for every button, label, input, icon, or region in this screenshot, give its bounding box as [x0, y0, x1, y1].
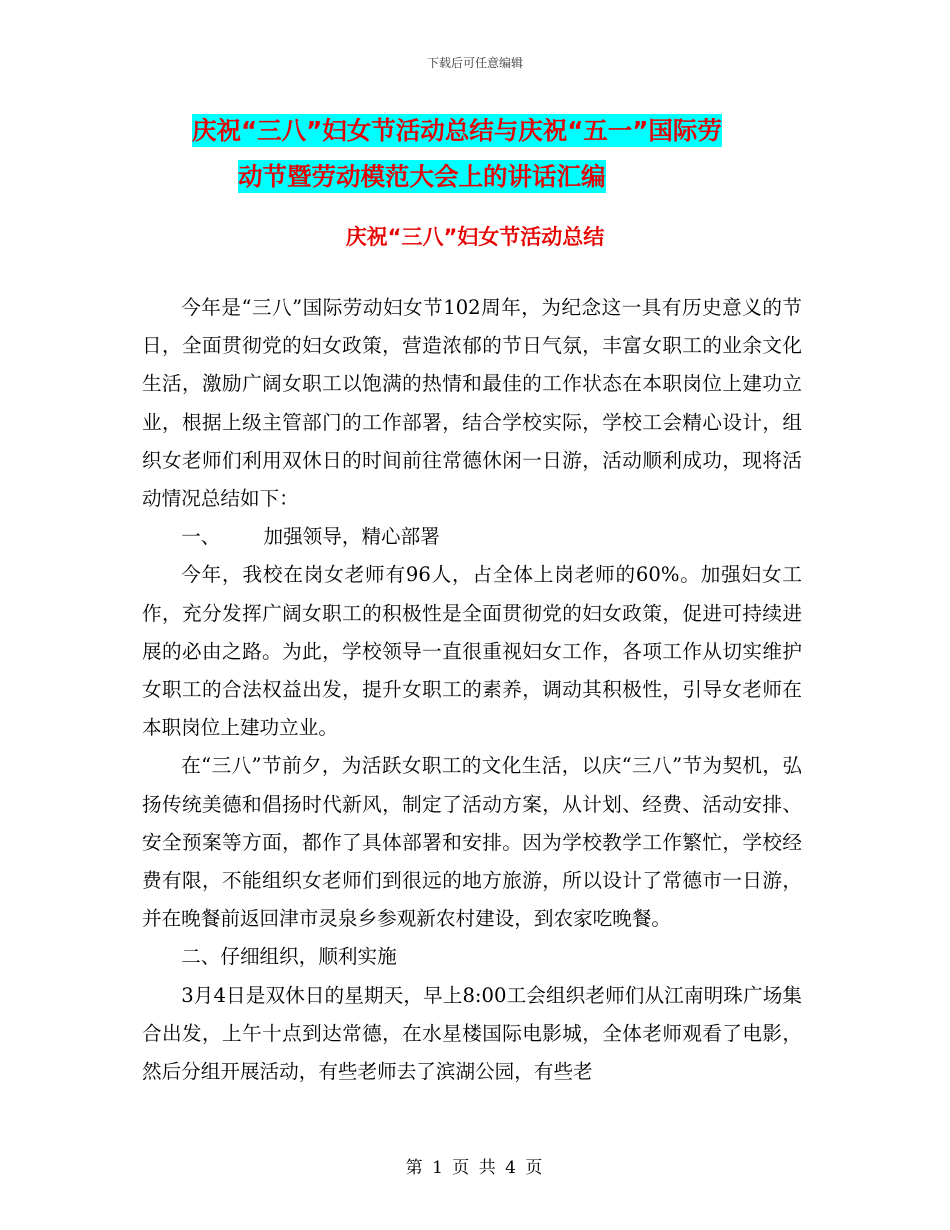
paragraph-intro: 今年是“三八”国际劳动妇女节102周年，为纪念这一具有历史意义的节日，全面贯彻党的妇女政策，营造浓郁的节日气氛，丰富女职工的业余文化生活，激励广阔女职工以饱满的热情和最佳的工作状态在本职岗位上建功立业，根据上级主管部门的工作部署，结合学校实际，学校工会精心设计，组织女老师们利用双休日的时间前往常德休闲一日游，活动顺利成功，现将活动情况总结如下： — [142, 296, 802, 511]
heading-section-1-number: 一、 — [181, 525, 221, 549]
page-header-note: 下载后可任意编辑 — [426, 56, 523, 70]
document-title-line-1: 庆祝“三八”妇女节活动总结与庆祝“五一”国际劳 — [192, 116, 722, 145]
paragraph-planning: 在“三八”节前夕，为活跃女职工的文化生活，以庆“三八”节为契机，弘扬传统美德和倡扬时代新风，制定了活动方案，从计划、经费、活动安排、安全预案等方面，都作了具体部署和安排。因为学校教学工作繁忙，学校经费有限，不能组织女老师们到很远的地方旅游，所以设计了常德市一日游，并在晚餐前返回津市灵泉乡参观新农村建设，到农家吃晚餐。 — [142, 754, 802, 931]
paragraph-implementation: 3月4日是双休日的星期天，早上8:00工会组织老师们从江南明珠广场集合出发，上午十点到达常德，在水星楼国际电影城，全体老师观看了电影，然后分组开展活动，有些老师去了滨湖公园，有些老 — [142, 983, 802, 1084]
document-title — [140, 108, 830, 200]
document-body — [142, 289, 802, 1091]
document-title-line-2: 动节暨劳动模范大会上的讲话汇编 — [238, 162, 606, 191]
heading-section-1-text: 加强领导，精心部署 — [263, 525, 440, 549]
heading-section-1 — [142, 518, 802, 556]
paragraph-staff: 今年，我校在岗女老师有96人，占全体上岗老师的60%。加强妇女工作，充分发挥广阔女职工的积极性是全面贯彻党的妇女政策，促进可持续进展的必由之路。为此，学校领导一直很重视妇女工作，各项工作从切实维护女职工的合法权益出发，提升女职工的素养，调动其积极性，引导女老师在本职岗位上建功立业。 — [142, 563, 802, 740]
section-title: 庆祝“三八”妇女节活动总结 — [345, 225, 605, 249]
page-number-footer: 第 1 页 共 4 页 — [405, 1158, 545, 1178]
heading-section-2: 二、仔细组织，顺利实施 — [181, 945, 397, 969]
